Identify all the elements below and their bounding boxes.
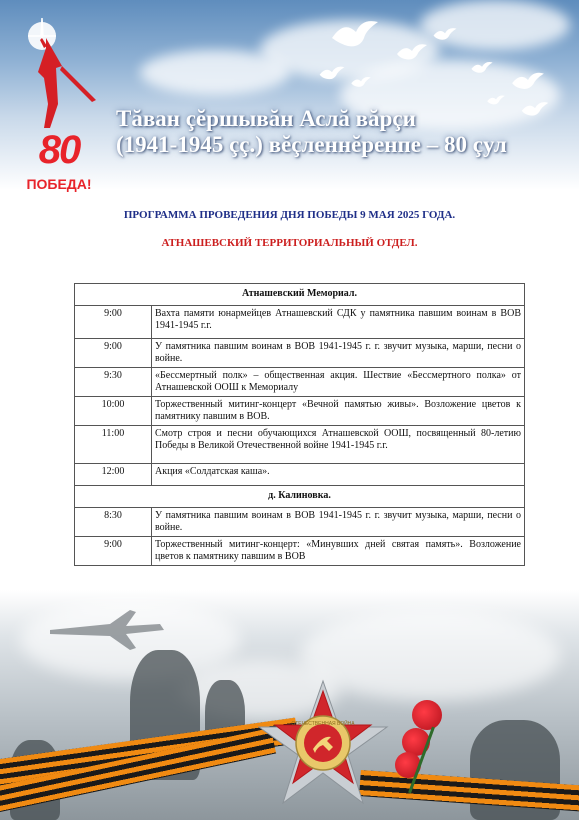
section-heading: д. Калиновка. [75,486,525,508]
event-description: У памятника павшим воинам в ВОВ 1941-1945 г. г. звучит музыка, марши, песни о войне. [152,508,525,537]
order-inscription: ОТЕЧЕСТВЕННАЯ ВОЙНА [291,721,355,727]
schedule-row [75,306,525,339]
dove-icon [330,18,380,52]
event-description: Акция «Солдатская каша». [152,464,525,486]
schedule-row [75,368,525,397]
cloud [140,50,290,95]
header-title-line-1: Тăван çĕршывăн Аслă вăрçи [116,106,416,131]
department-title: АТНАШЕВСКИЙ ТЕРРИТОРИАЛЬНЫЙ ОТДЕЛ. [161,237,418,249]
order-star-icon [253,675,393,815]
event-description: Вахта памяти юнармейцев Атнашевский СДК у памятника павшим воинам в ВОВ 1941-1945 г.г. [152,306,525,339]
event-time: 9:00 [75,537,152,566]
dove-icon [486,94,506,106]
header-title [116,106,546,158]
event-time: 11:00 [75,426,152,464]
section-heading: Атнашевский Мемориал. [75,284,525,306]
event-description: Торжественный митинг-концерт «Вечной памятью живы». Возложение цветов к памятнику павшим в ВОВ. [152,397,525,426]
schedule-row [75,339,525,368]
section-heading-row [75,486,525,508]
header-title-line-2: (1941-1945 çç.) вĕçленнĕренпе – 80 çул [116,132,507,157]
event-time: 9:00 [75,306,152,339]
schedule-row [75,537,525,566]
motherland-statue-icon [16,8,102,138]
logo-number: 80 [38,128,80,172]
dove-icon [470,60,494,75]
cloud [420,0,570,50]
patriotic-war-order-icon [253,675,393,815]
program-title: ПРОГРАММА ПРОВЕДЕНИЯ ДНЯ ПОБЕДЫ 9 МАЯ 2025 ГОДА. [123,209,456,221]
schedule-row [75,508,525,537]
event-description: Смотр строя и песни обучающихся Атнашевской ООШ, посвященный 80-летию Победы в Великой Отечественной войне 1941-1945 г.г. [152,426,525,464]
dove-icon [350,75,372,89]
schedule-table [74,283,525,566]
schedule-row [75,397,525,426]
event-time: 9:30 [75,368,152,397]
event-time: 10:00 [75,397,152,426]
event-description: У памятника павшим воинам в ВОВ 1941-1945 г. г. звучит музыка, марши, песни о войне. [152,339,525,368]
schedule-row [75,426,525,464]
section-heading-row [75,284,525,306]
dove-icon [432,26,458,42]
carnation-flower [412,700,442,730]
dove-icon [318,64,346,82]
schedule-row [75,464,525,486]
dove-icon [510,70,546,92]
event-time: 8:30 [75,508,152,537]
event-description: Торжественный митинг-концерт: «Минувших дней святая память». Возложение цветов к памятнику павшим в ВОВ [152,537,525,566]
logo-word: ПОБЕДА! [26,176,92,192]
victory-80-logo [16,8,102,198]
dove-icon [395,42,429,62]
event-time: 9:00 [75,339,152,368]
event-time: 12:00 [75,464,152,486]
event-description: «Бессмертный полк» – общественная акция. Шествие «Бессмертного полка» от Атнашевской ООШ к Мемориалу [152,368,525,397]
